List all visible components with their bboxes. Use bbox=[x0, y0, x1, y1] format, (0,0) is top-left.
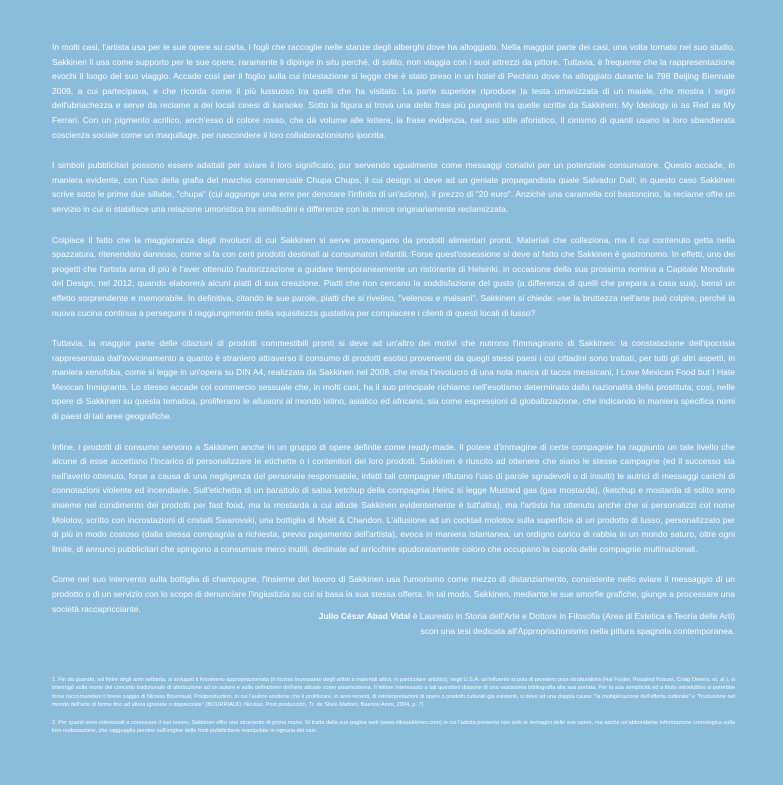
author-bio bbox=[52, 609, 735, 639]
author-bio-line-1 bbox=[52, 609, 735, 624]
footnotes bbox=[52, 676, 735, 744]
author-name: Julio César Abad Vidal bbox=[318, 611, 411, 621]
paragraph: Come nel suo intervento sulla bottiglia di champagne, l'insieme del lavoro di Sakkinen usa l'umorismo come mezzo di distanziamento, consistente nello sviare il messaggio di un prodotto o di un servizio con lo scopo di denunciare l'ingiustizia su cui si basa la sua stessa offerta. In tal modo, Sakkinen, mediante le sue smorfie grafiche, giunge a processare una società raccapricciante. bbox=[52, 574, 735, 614]
paragraph: Tuttavia, la maggior parte delle citazioni di prodotti commestibili pronti si deve ad un'altro dei motivi che nutrono l'immaginario di Sakkinen: la constatazione dell'ipocrisia rappresentata dall'avvicinamento a quanto è straniero attraverso il consumo di prodotti esotici provenienti da quegli stessi paesi i cui cittadini sono trattati, per tutti gli altri aspetti, in maniera xenofoba, come si legge in un'opera su DIN A4, realizzata da Sakkinen nel 2008, che imita l'involucro di una nota marca di tacos messicani, I Love Mexican Food but I Hate Mexican Inmigrants. Lo stesso accade col commercio sessuale che, in molti casi, ha il suo principale richiamo nell'esotismo determinato dalla nazionalità della prostituta; così, nelle opere di Sakkinen su questa tematica, proliferano le allusioni al mondo latino, asiatico ed africano, sia come espressioni di globalizzazione, che indicando in maniera specifica nomi di paesi di tali aree geografiche. bbox=[52, 338, 735, 422]
paragraph: Colpisce il fatto che la maggioranza degli involucri di cui Sakkinen si serve provengano da prodotti alimentari pronti. Materiali che colleziona, ma il cui contenuto getta nella spazzatura, ritenendolo dannoso, come si fa con certi prodotti destinati ai consumatori infantili. Forse quest'ossessione si deve al fatto che Sakkinen è gastronomo. In effetti, uno dei progetti che l'artista ama di più è l'aver ottenuto l'autorizzazione a guidare temporaneamente un ristorante di Helsinki, in occasione della sua prossima nomina a Capitale Mondiale del Design, nel 2012, quando elaborerà alcuni piatti di sua creazione. Piatti che non cercano la soddisfazione del gusto (a differenza di quelli che prepara a casa sua), bensì un effetto sorprendente e memorabile. In definitiva, citando le sue parole, piatti che si rivelino, "velenosi e malsani". Sakkinen si chiede: «se la bruttezza nell'arte può colpire, perché la nuova cucina continua a perseguire il raggiungimento della squisitezza gustativa per compiacere i clienti di questi locali di lusso? bbox=[52, 234, 735, 318]
paragraph: I simboli pubblicitari possono essere adattati per sviare il loro significato, pur servendo ugualmente come messaggi conativi per un potenziale consumatore. Questo accade, in maniera evidente, con l'uso della grafia del marchio commerciale Chupa Chups, il cui design si deve ad un geniale propagandista quale Salvador Dalí; in questo caso Sakkinen scrive sotto le prime due sillabe, "chupa" (cui aggiunge una erre per denotare l'infinito di un'azione), il prezzo di "20 euro". Anziché una caramella col bastoncino, la reclame offre un servizio in cui si stabilisce una relazione umoristica tra similitudini e differenze con la merce originariamente reclamizzata. bbox=[52, 160, 735, 214]
footnote: 1. Fin da quando, sul finire degli anni settanta, si sviluppò il fenomeno appropriazionista (il ricorso incessante degli artisti a materiali altrui, in particolare artistici), negli U.S.A. un'influente scuola di pensiero post-strutturalista (Hal Foster, Rosalind Krauss, Craig Owens, et. al.), si interrogò sulla morte del concetto tradizionale di attribuzione ad un autore e sulla definizione dell'arte attuale come postmoderna. Il lettore interessato a tali questioni dispone di una vastissima bibliografia alla sua portata. Per la sua semplicità ed a titolo introduttivo si potrebbe forse raccomandare il breve saggio di Nicolas Bourriaud, Postproduction, in cui l'autore sostiene che il proliferare, in anni recenti, di reinterpretazioni di opere o prodotti culturali già esistenti, si deve ad una doppia causa: "la moltiplicazione dell'offerta culturale" e "l'inclusione nel mondo dell'arte di forme fino ad allora ignorate o disprezzate" (BOURRIAUD, Nicolas. Post producción, Tr. de Silvio Mattoni, Buenos Aires, 2004, p. 7). bbox=[52, 677, 735, 709]
paragraph: Infine, i prodotti di consumo servono a Sakkinen anche in un gruppo di opere definite come ready-made. Il potere d'immagine di certe compagnie ha raggiunto un tale livello che alcune di esse accettano l'incarico di personalizzare le etichette o i contenitori del loro prodotti. Sakkinen è riuscito ad ottenere che siano le stesse campagne (ed il successo sta nell'averlo ottenuto, forse a causa di una negligenza del personale responsabile, infatti tali compagnie rifiutano l'uso di parole sgradevoli o di insulti) le autrici di messaggi carichi di connotazioni violente ed incendiarie. Sull'etichetta di un barattolo di salsa ketchup della compagnia Heinz si legge Mustard gas (gas mostarda), (ketchup e mostarda di solito sono insieme nel condimento dei prodotti per fast food, ma la mostarda a cui allude Sakkinen evidentemente è tutt'altra), ma l'artista ha ottenuto anche che si personalizzi col nome Molotov, scritto con incrostazioni di cristalli Swarovski, una bottiglia di Moët & Chandon. L'allusione ad un cocktail molotov sulla superficie di un prodotto di lusso, personalizzato per di più in modo costoso (dalla stessa compagnia a richiesta, previo pagamento dell'artista), evoca in maniera istantanea, un ordigno carico di rabbia in un mondo saturo, oltre ogni limite, di annunci pubblicitari che spingono a consumare merci inutili, destinate ad arricchire spudoratamente coloro che occupano la cupola delle compagnie multinazionali. bbox=[52, 441, 735, 554]
footnote: 2. Per quanti sono interessati a conoscere il suo lavoro, Sakkinen offre uno strumento di prima mano. Si tratta della sua pagina web (www.riikosakkinen.com) in cui l'artista presenta non solo le immagini delle sue opere, ma anche un'abbondante informazione cronologica sulla loro realizzazione, che ragguaglia persino sull'origine delle fonti pubblicitarie manipolate in ognuna dei casi. bbox=[52, 719, 735, 735]
author-credentials: è Laureato in Storia dell'Arte e Dottore in Filosofia (Area di Estetica e Teoria delle Arti) bbox=[410, 611, 735, 621]
article-body bbox=[52, 40, 735, 632]
paragraph: In molti casi, l'artista usa per le sue opere su carta, i fogli che raccoglie nelle stanze degli alberghi dove ha alloggiato. Nella maggior parte dei casi, una volta tornato nel suo studio, Sakkinen li usa come supporto per le sue opere, raramente li dipinge in situ perché, di solito, non viaggia con i suoi attrezzi da pittore. Tuttavia, è frequente che la rappresentazione evochi il luogo del suo viaggio. Accade così per il foglio sulla cui intestazione si legge che è stato preso in un hotel di Pechino dove ha alloggiato durante la 798 Beijing Biennale 2009, a cui partecipava, e che ricorda come il più lussuoso tra quelli che ha visitato. La parte superiore riproduce la testa umanizzata di un maiale, che mostra i segni dell'ubriachezza e serve da reclame a dei locali cinesi di karaoke. Sotto la figura si trova una delle frasi più pungenti tra quelle scritte da Sakkinen: My Ideology is as Red as My Ferrari. Con un pigmento acrilico, anch'esso di colore rosso, che dà volume alle lettere, la frase evidenzia, nel suo stile aforistico, il cinismo di quanti usano la loro sbandierata coscienza sociale come un maquillage, per nascondere il loro collaborazionismo ipocrita. bbox=[52, 42, 735, 140]
author-bio-line-2: scon una tesi dedicata all'Appropriazionismo nella pittura spagnola contemporanea. bbox=[420, 626, 735, 636]
